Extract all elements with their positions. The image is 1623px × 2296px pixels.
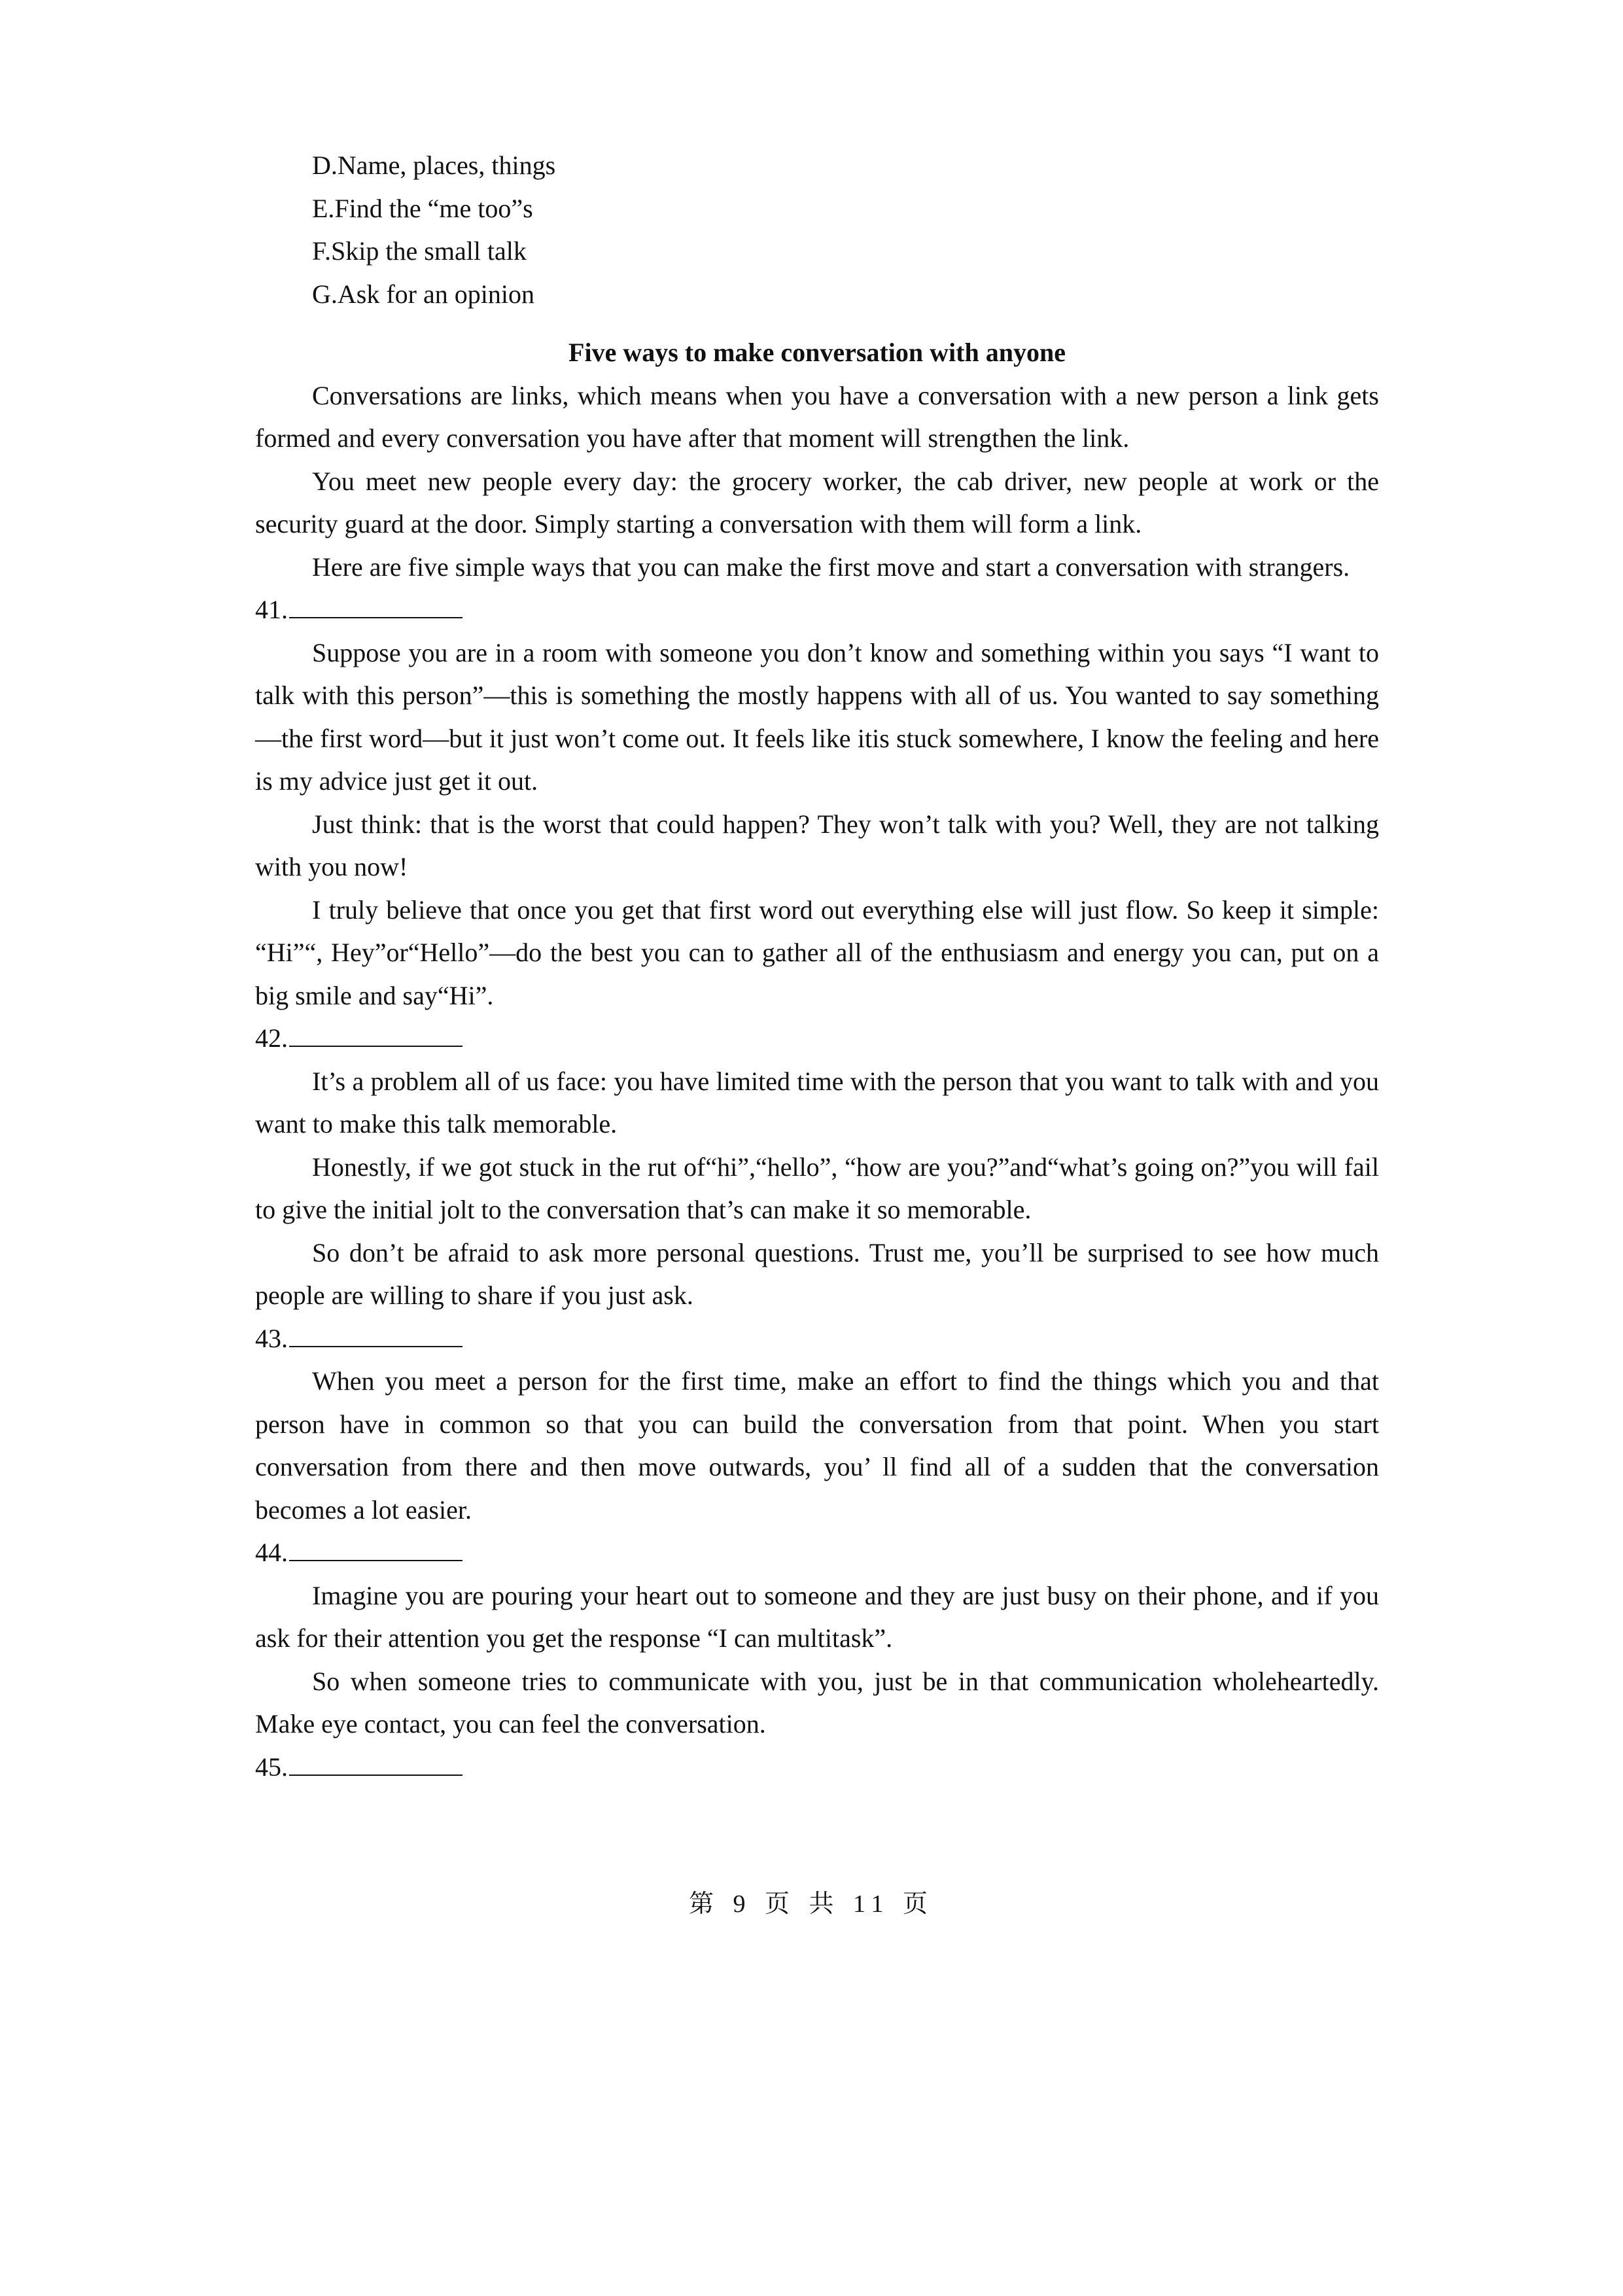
intro-paragraph-3: Here are five simple ways that you can make the first move and start a conversation with strangers.: [312, 552, 1350, 582]
answer-blank[interactable]: [289, 588, 462, 618]
document-content: [255, 144, 1379, 1788]
option-e: E.Find the “me too”s: [312, 193, 533, 223]
intro-paragraph-1: Conversations are links, which means when you have a conversation with a new person a link gets formed and every conversation you have after that moment will strengthen the link.: [255, 380, 1379, 453]
section-paragraph: When you meet a person for the first time, make an effort to find the things which you and that person have in common so that you can build the conversation from that point. When you start conversation from there and then move outwards, you’ ll find all of a sudden that the conversation becomes a lot easier.: [255, 1366, 1379, 1525]
section-paragraph: It’s a problem all of us face: you have limited time with the person that you want to talk with and you want to make this talk memorable.: [255, 1066, 1379, 1139]
page-footer: 第 9 页 共 11 页: [688, 1890, 935, 1918]
passage-title: Five ways to make conversation with anyone: [568, 338, 1066, 367]
option-f: F.Skip the small talk: [312, 236, 527, 266]
option-d: D.Name, places, things: [312, 150, 556, 180]
section-41: [255, 588, 1379, 1017]
intro-section: [255, 374, 1379, 589]
answer-blank[interactable]: [289, 1531, 462, 1561]
section-paragraph: Suppose you are in a room with someone you don’t know and something within you says “I want to talk with this person”—this is something the mostly happens with all of us. You wanted to say something—the first word—but it just won’t come out. It feels like itis stuck somewhere, I know the feeling and here is my advice just get it out.: [255, 637, 1379, 796]
section-43: [255, 1317, 1379, 1532]
section-paragraph: So when someone tries to communicate with you, just be in that communication wholeheartedly. Make eye contact, you can feel the conversation.: [255, 1666, 1379, 1739]
section-paragraph: Honestly, if we got stuck in the rut of“hi”,“hello”, “how are you?”and“what’s going on?”you will fail to give the initial jolt to the conversation that’s can make it so memorable.: [255, 1152, 1379, 1224]
question-number: 41.: [255, 595, 288, 624]
section-paragraph: Imagine you are pouring your heart out to someone and they are just busy on their phone, and if you ask for their attention you get the response “I can multitask”.: [255, 1580, 1379, 1653]
question-blank-44: [255, 1531, 1379, 1574]
question-blank-45: [255, 1746, 1379, 1789]
answer-blank[interactable]: [289, 1317, 462, 1347]
section-44: [255, 1531, 1379, 1746]
question-number: 45.: [255, 1752, 288, 1782]
answer-options-list: [255, 144, 1379, 315]
question-blank-41: [255, 588, 1379, 631]
section-paragraph: So don’t be afraid to ask more personal questions. Trust me, you’ll be surprised to see how much people are willing to share if you just ask.: [255, 1237, 1379, 1310]
answer-blank[interactable]: [289, 1746, 462, 1776]
section-paragraph: Just think: that is the worst that could happen? They won’t talk with you? Well, they are not talking with you now!: [255, 809, 1379, 881]
question-blank-43: [255, 1317, 1379, 1360]
answer-blank[interactable]: [289, 1017, 462, 1047]
question-blank-42: [255, 1017, 1379, 1060]
intro-paragraph-2: You meet new people every day: the grocery worker, the cab driver, new people at work or the security guard at the door. Simply starting a conversation with them will form a link.: [255, 466, 1379, 539]
section-paragraph: I truly believe that once you get that first word out everything else will just flow. So keep it simple: “Hi”“, Hey”or“Hello”—do the best you can to gather all of the enthusiasm and energy you can, put on a big smile and say“Hi”.: [255, 894, 1379, 1010]
question-number: 43.: [255, 1323, 288, 1353]
question-number: 44.: [255, 1538, 288, 1567]
section-42: [255, 1017, 1379, 1317]
question-number: 42.: [255, 1023, 288, 1053]
option-g: G.Ask for an opinion: [312, 279, 534, 309]
